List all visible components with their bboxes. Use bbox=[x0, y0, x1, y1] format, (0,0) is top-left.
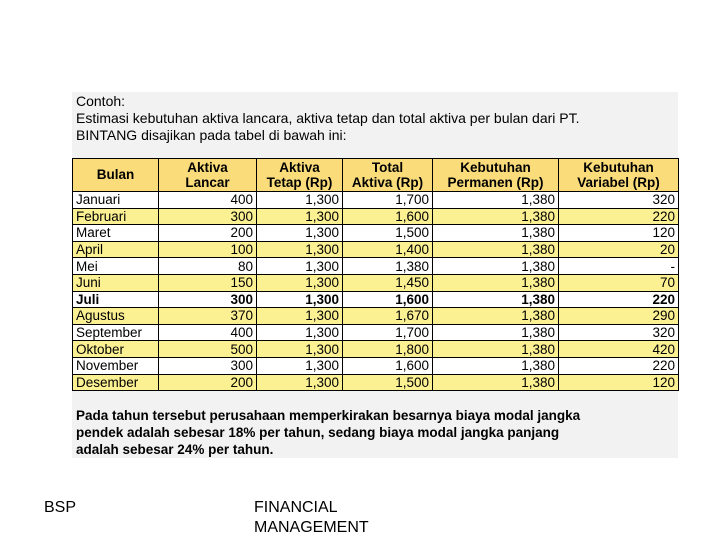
intro-block bbox=[72, 93, 678, 144]
value-cell: 320 bbox=[559, 324, 679, 341]
header-total-aktiva: Total Aktiva (Rp) bbox=[343, 159, 433, 192]
value-cell: 150 bbox=[159, 274, 257, 291]
value-cell: 320 bbox=[559, 192, 679, 209]
value-cell: 1,380 bbox=[433, 225, 559, 242]
value-cell: 1,380 bbox=[433, 291, 559, 308]
value-cell: 1,380 bbox=[433, 374, 559, 391]
month-cell: Juni bbox=[73, 274, 159, 291]
table-row bbox=[73, 374, 679, 391]
value-cell: 1,400 bbox=[343, 241, 433, 258]
value-cell: 200 bbox=[159, 225, 257, 242]
value-cell: 300 bbox=[159, 208, 257, 225]
value-cell: 70 bbox=[559, 274, 679, 291]
value-cell: 1,380 bbox=[343, 258, 433, 275]
value-cell: 1,300 bbox=[257, 324, 343, 341]
value-cell: 300 bbox=[159, 357, 257, 374]
value-cell: 1,670 bbox=[343, 308, 433, 325]
table-row bbox=[73, 192, 679, 209]
intro-label: Contoh: bbox=[76, 93, 126, 109]
value-cell: 1,500 bbox=[343, 225, 433, 242]
month-cell: Januari bbox=[73, 192, 159, 209]
month-cell: Juli bbox=[73, 291, 159, 308]
table-row bbox=[73, 274, 679, 291]
value-cell: 120 bbox=[559, 225, 679, 242]
value-cell: 1,300 bbox=[257, 274, 343, 291]
value-cell: 1,600 bbox=[343, 291, 433, 308]
intro-line-1: Estimasi kebutuhan aktiva lancara, aktiva tetap dan total aktiva per bulan dari PT. bbox=[76, 110, 580, 126]
value-cell: 80 bbox=[159, 258, 257, 275]
header-aktiva-tetap: Aktiva Tetap (Rp) bbox=[257, 159, 343, 192]
value-cell: 500 bbox=[159, 341, 257, 358]
value-cell: 120 bbox=[559, 374, 679, 391]
month-cell: Oktober bbox=[73, 341, 159, 358]
month-cell: Maret bbox=[73, 225, 159, 242]
header-aktiva-lancar: Aktiva Lancar bbox=[159, 159, 257, 192]
value-cell: 1,300 bbox=[257, 341, 343, 358]
value-cell: 1,380 bbox=[433, 341, 559, 358]
value-cell: 100 bbox=[159, 241, 257, 258]
value-cell: 1,300 bbox=[257, 308, 343, 325]
value-cell: 1,300 bbox=[257, 258, 343, 275]
table-row bbox=[73, 341, 679, 358]
value-cell: 400 bbox=[159, 192, 257, 209]
table-row bbox=[73, 357, 679, 374]
value-cell: 1,380 bbox=[433, 324, 559, 341]
value-cell: 1,300 bbox=[257, 208, 343, 225]
value-cell: 1,300 bbox=[257, 374, 343, 391]
table-row bbox=[73, 208, 679, 225]
value-cell: 1,380 bbox=[433, 208, 559, 225]
value-cell: 1,380 bbox=[433, 192, 559, 209]
value-cell: 420 bbox=[559, 341, 679, 358]
value-cell: 1,380 bbox=[433, 357, 559, 374]
note-block bbox=[72, 407, 678, 458]
value-cell: 1,300 bbox=[257, 291, 343, 308]
value-cell: 290 bbox=[559, 308, 679, 325]
value-cell: 1,300 bbox=[257, 241, 343, 258]
footer-left: BSP bbox=[44, 499, 77, 516]
footer-right-line-1: FINANCIAL bbox=[254, 499, 338, 516]
value-cell: 370 bbox=[159, 308, 257, 325]
footer-right-line-2: MANAGEMENT bbox=[254, 519, 369, 536]
month-cell: September bbox=[73, 324, 159, 341]
note-line-2: pendek adalah sebesar 18% per tahun, sedang biaya modal jangka panjang bbox=[76, 425, 560, 440]
value-cell: 1,700 bbox=[343, 192, 433, 209]
table-row bbox=[73, 291, 679, 308]
month-cell: Desember bbox=[73, 374, 159, 391]
value-cell: 20 bbox=[559, 241, 679, 258]
month-cell: Agustus bbox=[73, 308, 159, 325]
value-cell: 400 bbox=[159, 324, 257, 341]
header-bulan: Bulan bbox=[73, 159, 159, 192]
table-row bbox=[73, 324, 679, 341]
value-cell: 220 bbox=[559, 291, 679, 308]
value-cell: 220 bbox=[559, 357, 679, 374]
month-cell: Mei bbox=[73, 258, 159, 275]
asset-table bbox=[72, 158, 679, 391]
table-row bbox=[73, 241, 679, 258]
month-cell: Februari bbox=[73, 208, 159, 225]
value-cell: 1,300 bbox=[257, 192, 343, 209]
month-cell: April bbox=[73, 241, 159, 258]
value-cell: 1,450 bbox=[343, 274, 433, 291]
intro-line-2: BINTANG disajikan pada tabel di bawah ini: bbox=[76, 127, 347, 143]
value-cell: 200 bbox=[159, 374, 257, 391]
header-kebutuhan-variabel: Kebutuhan Variabel (Rp) bbox=[559, 159, 679, 192]
header-kebutuhan-permanen: Kebutuhan Permanen (Rp) bbox=[433, 159, 559, 192]
value-cell: 1,600 bbox=[343, 357, 433, 374]
value-cell: 1,380 bbox=[433, 308, 559, 325]
value-cell: 1,380 bbox=[433, 274, 559, 291]
value-cell: 1,300 bbox=[257, 357, 343, 374]
value-cell: 1,380 bbox=[433, 241, 559, 258]
month-cell: November bbox=[73, 357, 159, 374]
value-cell: 220 bbox=[559, 208, 679, 225]
value-cell: 300 bbox=[159, 291, 257, 308]
table-row bbox=[73, 308, 679, 325]
footer-right bbox=[254, 498, 369, 538]
value-cell: - bbox=[559, 258, 679, 275]
value-cell: 1,800 bbox=[343, 341, 433, 358]
table-row bbox=[73, 258, 679, 275]
value-cell: 1,500 bbox=[343, 374, 433, 391]
value-cell: 1,300 bbox=[257, 225, 343, 242]
table-row bbox=[73, 225, 679, 242]
value-cell: 1,700 bbox=[343, 324, 433, 341]
table-header-row bbox=[73, 159, 679, 192]
value-cell: 1,600 bbox=[343, 208, 433, 225]
note-line-1: Pada tahun tersebut perusahaan memperkirakan besarnya biaya modal jangka bbox=[76, 408, 581, 423]
value-cell: 1,380 bbox=[433, 258, 559, 275]
note-line-3: adalah sebesar 24% per tahun. bbox=[76, 442, 274, 457]
